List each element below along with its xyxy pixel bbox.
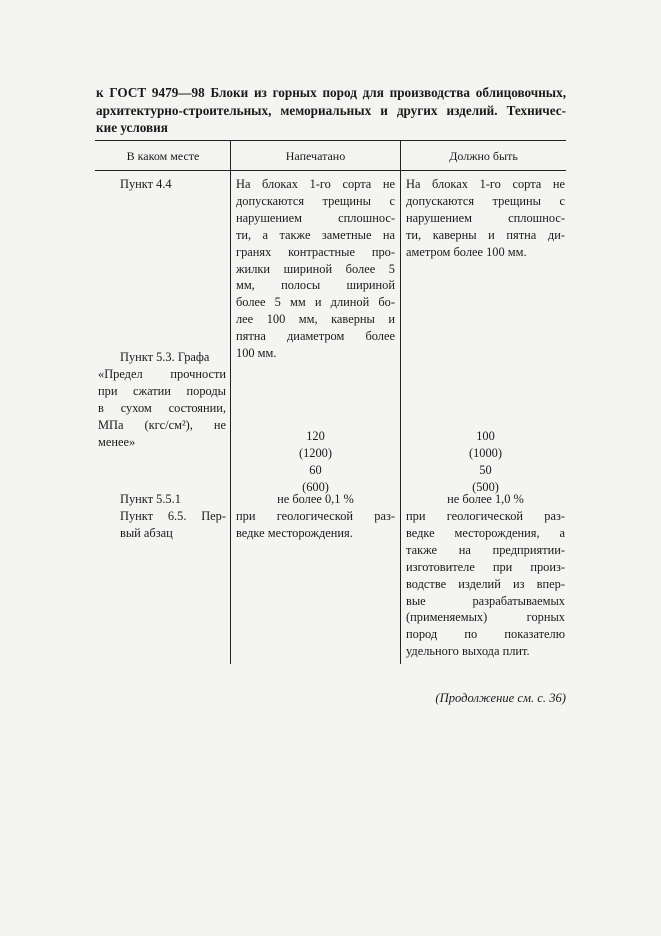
- cell-line: вый абзац: [120, 525, 173, 540]
- cell-line: На блоках 1-го сорта не: [236, 177, 395, 191]
- cell-line: (500): [472, 479, 499, 494]
- cell-line: водстве изделий из впер-: [406, 576, 565, 591]
- cell-line: вые разрабатываемых: [406, 593, 565, 608]
- heading-line: архитектурно-строительных, мемориальных и других изделий. Техничес-: [96, 102, 566, 118]
- table-cell-printed: [236, 491, 395, 508]
- cell-line: нарушением сплошнос-: [236, 210, 395, 225]
- cell-line: Пункт 6.5. Пер-: [120, 509, 226, 523]
- cell-line: 60: [309, 462, 322, 477]
- table-cell-place: [98, 491, 248, 508]
- table-column-divider: [230, 141, 231, 664]
- cell-line: аметром более 100 мм.: [406, 244, 527, 259]
- cell-line: более 5 мм и длиной бо-: [236, 295, 395, 310]
- heading-line: кие условия: [96, 120, 168, 135]
- cell-line: ведке месторождения.: [236, 525, 353, 540]
- cell-line: изготовителе при произ-: [406, 559, 565, 574]
- cell-line: лее 100 мм, каверны и: [236, 312, 395, 327]
- cell-line: 120: [306, 429, 325, 443]
- table-cell-printed: [236, 508, 395, 542]
- cell-line: (600): [302, 479, 329, 494]
- cell-line: ти, а также заметные на: [236, 227, 395, 242]
- cell-line: жилки шириной более 5: [236, 261, 395, 276]
- cell-line: ти, каверны и пятна ди-: [406, 227, 565, 242]
- cell-line: 50: [479, 462, 492, 477]
- cell-line: не более 0,1 %: [277, 492, 354, 506]
- column-header-correct: Должно быть: [449, 149, 518, 163]
- cell-line: На блоках 1-го сорта не: [406, 177, 565, 191]
- cell-line: мм, полосы шириной: [236, 278, 395, 293]
- cell-line: при сжатии породы: [98, 383, 226, 398]
- cell-line: пятна диаметром более: [236, 329, 395, 344]
- cell-line: ведке месторождения, а: [406, 525, 565, 540]
- document-heading: [96, 84, 566, 137]
- cell-line: Пункт 4.4: [120, 177, 172, 191]
- table-top-rule: [95, 140, 566, 141]
- table-cell-place: [98, 176, 248, 193]
- table-cell-printed: [236, 176, 395, 362]
- cell-line: Пункт 5.3. Графа: [120, 350, 210, 364]
- heading-line: к ГОСТ 9479—98 Блоки из горных пород для производства облицовочных,: [96, 85, 566, 100]
- cell-line: удельного выхода плит.: [406, 644, 530, 659]
- cell-line: (применяемых) горных: [406, 610, 565, 625]
- column-header-place: В каком месте: [126, 149, 200, 163]
- cell-line: нарушением сплошнос-: [406, 210, 565, 225]
- cell-line: при геологической раз-: [236, 509, 395, 523]
- cell-line: допускаются трещины с: [236, 193, 395, 208]
- cell-line: менее»: [98, 434, 136, 449]
- cell-line: 100: [476, 429, 495, 443]
- cell-line: МПа (кгс/см²), не: [98, 417, 226, 432]
- cell-line: Пункт 5.5.1: [120, 492, 181, 506]
- continuation-note: (Продолжение см. с. 36): [435, 691, 566, 705]
- cell-line: допускаются трещины с: [406, 193, 565, 208]
- table-cell-correct: [406, 508, 565, 660]
- cell-line: при геологической раз-: [406, 509, 565, 523]
- cell-line: 100 мм.: [236, 346, 277, 361]
- cell-line: гранях контрастные про-: [236, 244, 395, 259]
- cell-line: также на предприятии-: [406, 542, 565, 557]
- column-header-printed: Напечатано: [285, 149, 346, 163]
- table-cell-place: [98, 508, 226, 542]
- cell-line: (1200): [298, 445, 333, 460]
- table-cell-correct: [406, 176, 565, 261]
- table-cell-correct: [406, 491, 565, 508]
- cell-line: пород по показателю: [406, 627, 565, 642]
- cell-line: в сухом состоянии,: [98, 400, 226, 415]
- table-cell-printed: [236, 428, 395, 496]
- table-cell-place: [98, 349, 226, 450]
- table-cell-correct: [406, 428, 565, 496]
- cell-line: (1000): [468, 445, 503, 460]
- cell-line: не более 1,0 %: [447, 492, 524, 506]
- table-header-rule: [95, 170, 566, 171]
- table-column-divider: [400, 141, 401, 664]
- cell-line: «Предел прочности: [98, 366, 226, 381]
